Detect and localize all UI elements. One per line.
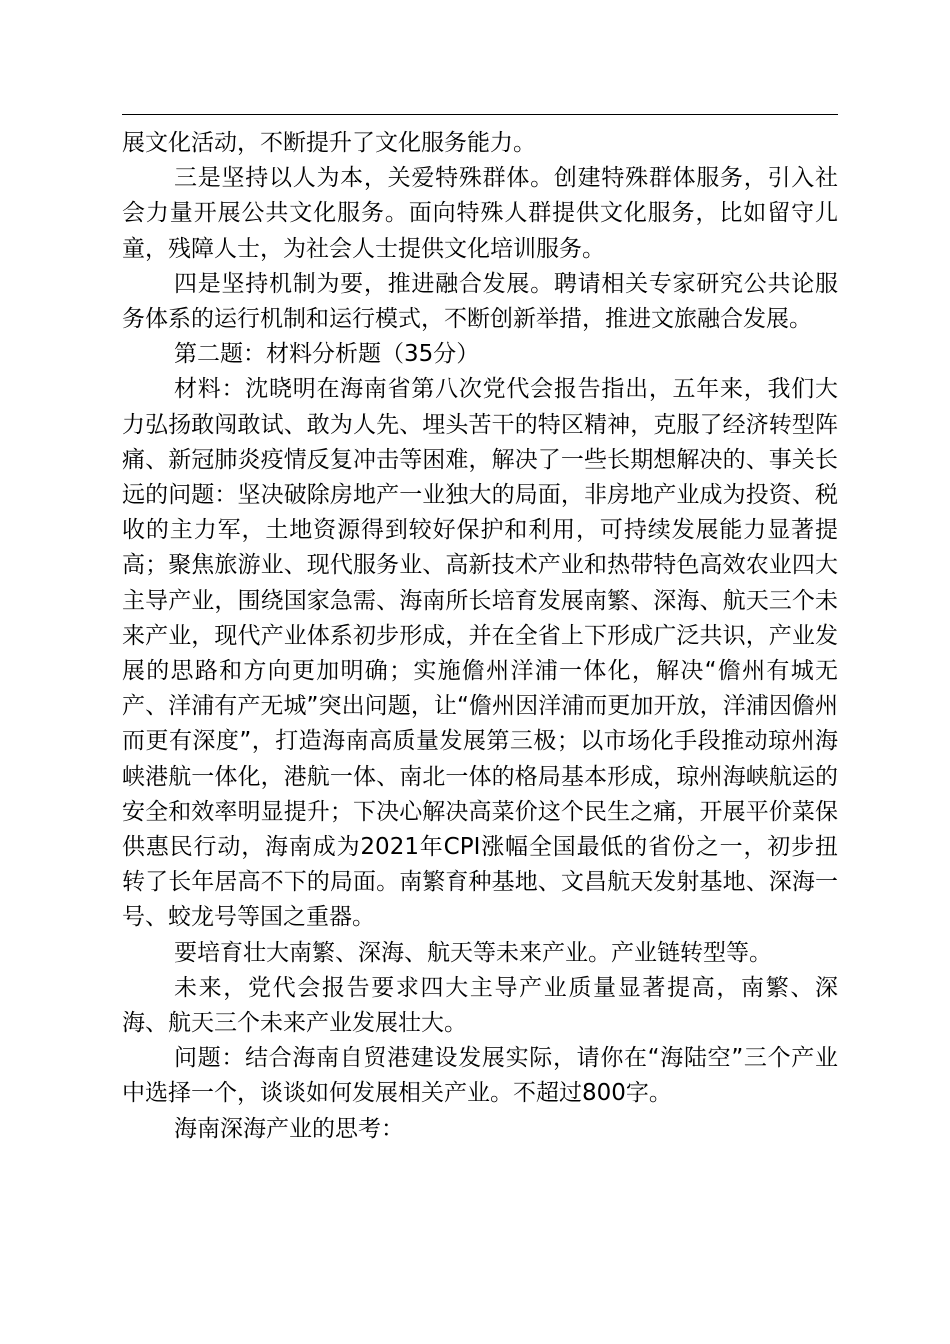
question-paragraph: 问题：结合海南自贸港建设发展实际，请你在“海陆空”三个产业中选择一个，谈谈如何发展相关产业。不超过800字。 [122,1045,838,1107]
material-paragraph: 材料：沈晓明在海南省第八次党代会报告指出，五年来，我们大力弘扬敢闯敢试、敢为人先、埋头苦干的特区精神，克服了经济转型阵痛、新冠肺炎疫情反复冲击等困难，解决了一些长期想解决的、事关长远的问题：坚决破除房地产一业独大的局面，非房地产业成为投资、税收的主力军，土地资源得到较好保护和利用，可持续发展能力显著提高；聚焦旅游业、现代服务业、高新技术产业和热带特色高效农业四大主导产业，围绕国家急需、海南所长培育发展南繁、深海、航天三个未来产业，现代产业体系初步形成，并在全省上下形成广泛共识，产业发展的思路和方向更加明确；实施儋州洋浦一体化，解决“儋州有城无产、洋浦有产无城”突出问题，让“儋州因洋浦而更加开放，洋浦因儋州而更有深度”，打造海南高质量发展第三极；以市场化手段推动琼州海峡港航一体化，港航一体、南北一体的格局基本形成，琼州海峡航运的安全和效率明显提升；下决心解决高菜价这个民生之痛，开展平价菜保供惠民行动，海南成为2021年CPI涨幅全国最低的省份之一，初步扭转了长年居高不下的局面。南繁育种基地、文昌航天发射基地、深海一号、蛟龙号等国之重器。 [122,376,838,931]
future-requirement-paragraph: 未来，党代会报告要求四大主导产业质量显著提高，南繁、深海、航天三个未来产业发展壮大。 [122,974,838,1037]
paragraph-point-four: 四是坚持机制为要，推进融合发展。聘请相关专家研究公共论服务体系的运行机制和运行模式，不断创新举措，推进文旅融合发展。 [122,270,838,333]
answer-heading: 海南深海产业的思考： [174,1115,404,1142]
paragraph-continuation: 展文化活动，不断提升了文化服务能力。 [122,130,536,156]
question-two-heading: 第二题：材料分析题（35分） [174,341,480,368]
future-industry-paragraph: 要培育壮大南繁、深海、航天等未来产业。产业链转型等。 [174,939,772,966]
document-body [122,126,838,1147]
header-rule [122,114,838,115]
paragraph-point-three: 三是坚持以人为本，关爱特殊群体。创建特殊群体服务，引入社会力量开展公共文化服务。面向特殊人群提供文化服务，比如留守儿童，残障人士，为社会人士提供文化培训服务。 [122,165,838,262]
